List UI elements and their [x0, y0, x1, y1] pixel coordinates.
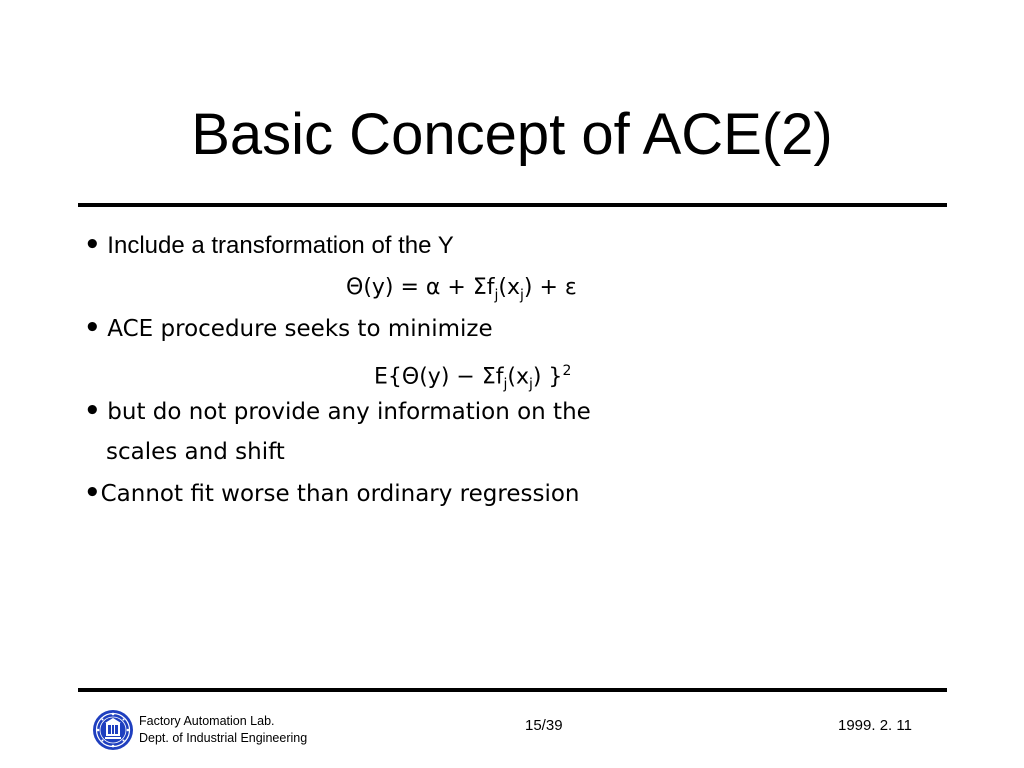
- title-divider: [78, 203, 947, 207]
- formula-subscript: j: [528, 376, 533, 393]
- formula-rhs: ) + ε: [523, 275, 577, 300]
- bullet-dot: •: [84, 478, 101, 508]
- formula-mid: (x: [507, 364, 529, 390]
- formula-lhs: Θ(y) = α + Σf: [346, 275, 495, 300]
- bullet-include-transformation: [84, 230, 454, 261]
- bullet-dot: •: [84, 230, 101, 260]
- formula-subscript: j: [494, 287, 499, 304]
- footer-page-number: 15/39: [525, 717, 563, 734]
- slide-title: Basic Concept of ACE(2): [191, 102, 833, 167]
- formula-lhs: E{Θ(y) − Σf: [374, 364, 504, 390]
- bullet-text: scales and shift: [106, 439, 285, 465]
- formula-rhs: ) }: [532, 364, 563, 390]
- footer-divider: [78, 688, 947, 692]
- formula-mid: (x: [498, 275, 520, 300]
- footer-lab-name: Factory Automation Lab.: [139, 714, 275, 728]
- formula-subscript: j: [520, 287, 524, 304]
- bullet-text: Include a transformation of the Y: [107, 232, 454, 259]
- footer-department: Dept. of Industrial Engineering: [139, 731, 308, 745]
- bullet-no-information: [84, 396, 591, 427]
- bullet-continuation: [106, 437, 285, 467]
- footer-date: 1999. 2. 11: [838, 717, 912, 734]
- formula-transformation: [346, 273, 577, 310]
- bullet-dot: •: [84, 313, 101, 343]
- formula-subscript: j: [503, 376, 508, 393]
- bullet-dot: •: [84, 396, 101, 426]
- formula-objective: [374, 356, 571, 400]
- bullet-text: but do not provide any information on the: [107, 399, 591, 425]
- formula-superscript: 2: [562, 363, 572, 379]
- bullet-ace-procedure: [84, 313, 493, 344]
- bullet-text: Cannot fit worse than ordinary regression: [100, 481, 580, 507]
- bullet-text: ACE procedure seeks to minimize: [107, 316, 493, 342]
- university-seal-icon: [92, 709, 134, 751]
- bullet-cannot-fit-worse: [84, 478, 579, 509]
